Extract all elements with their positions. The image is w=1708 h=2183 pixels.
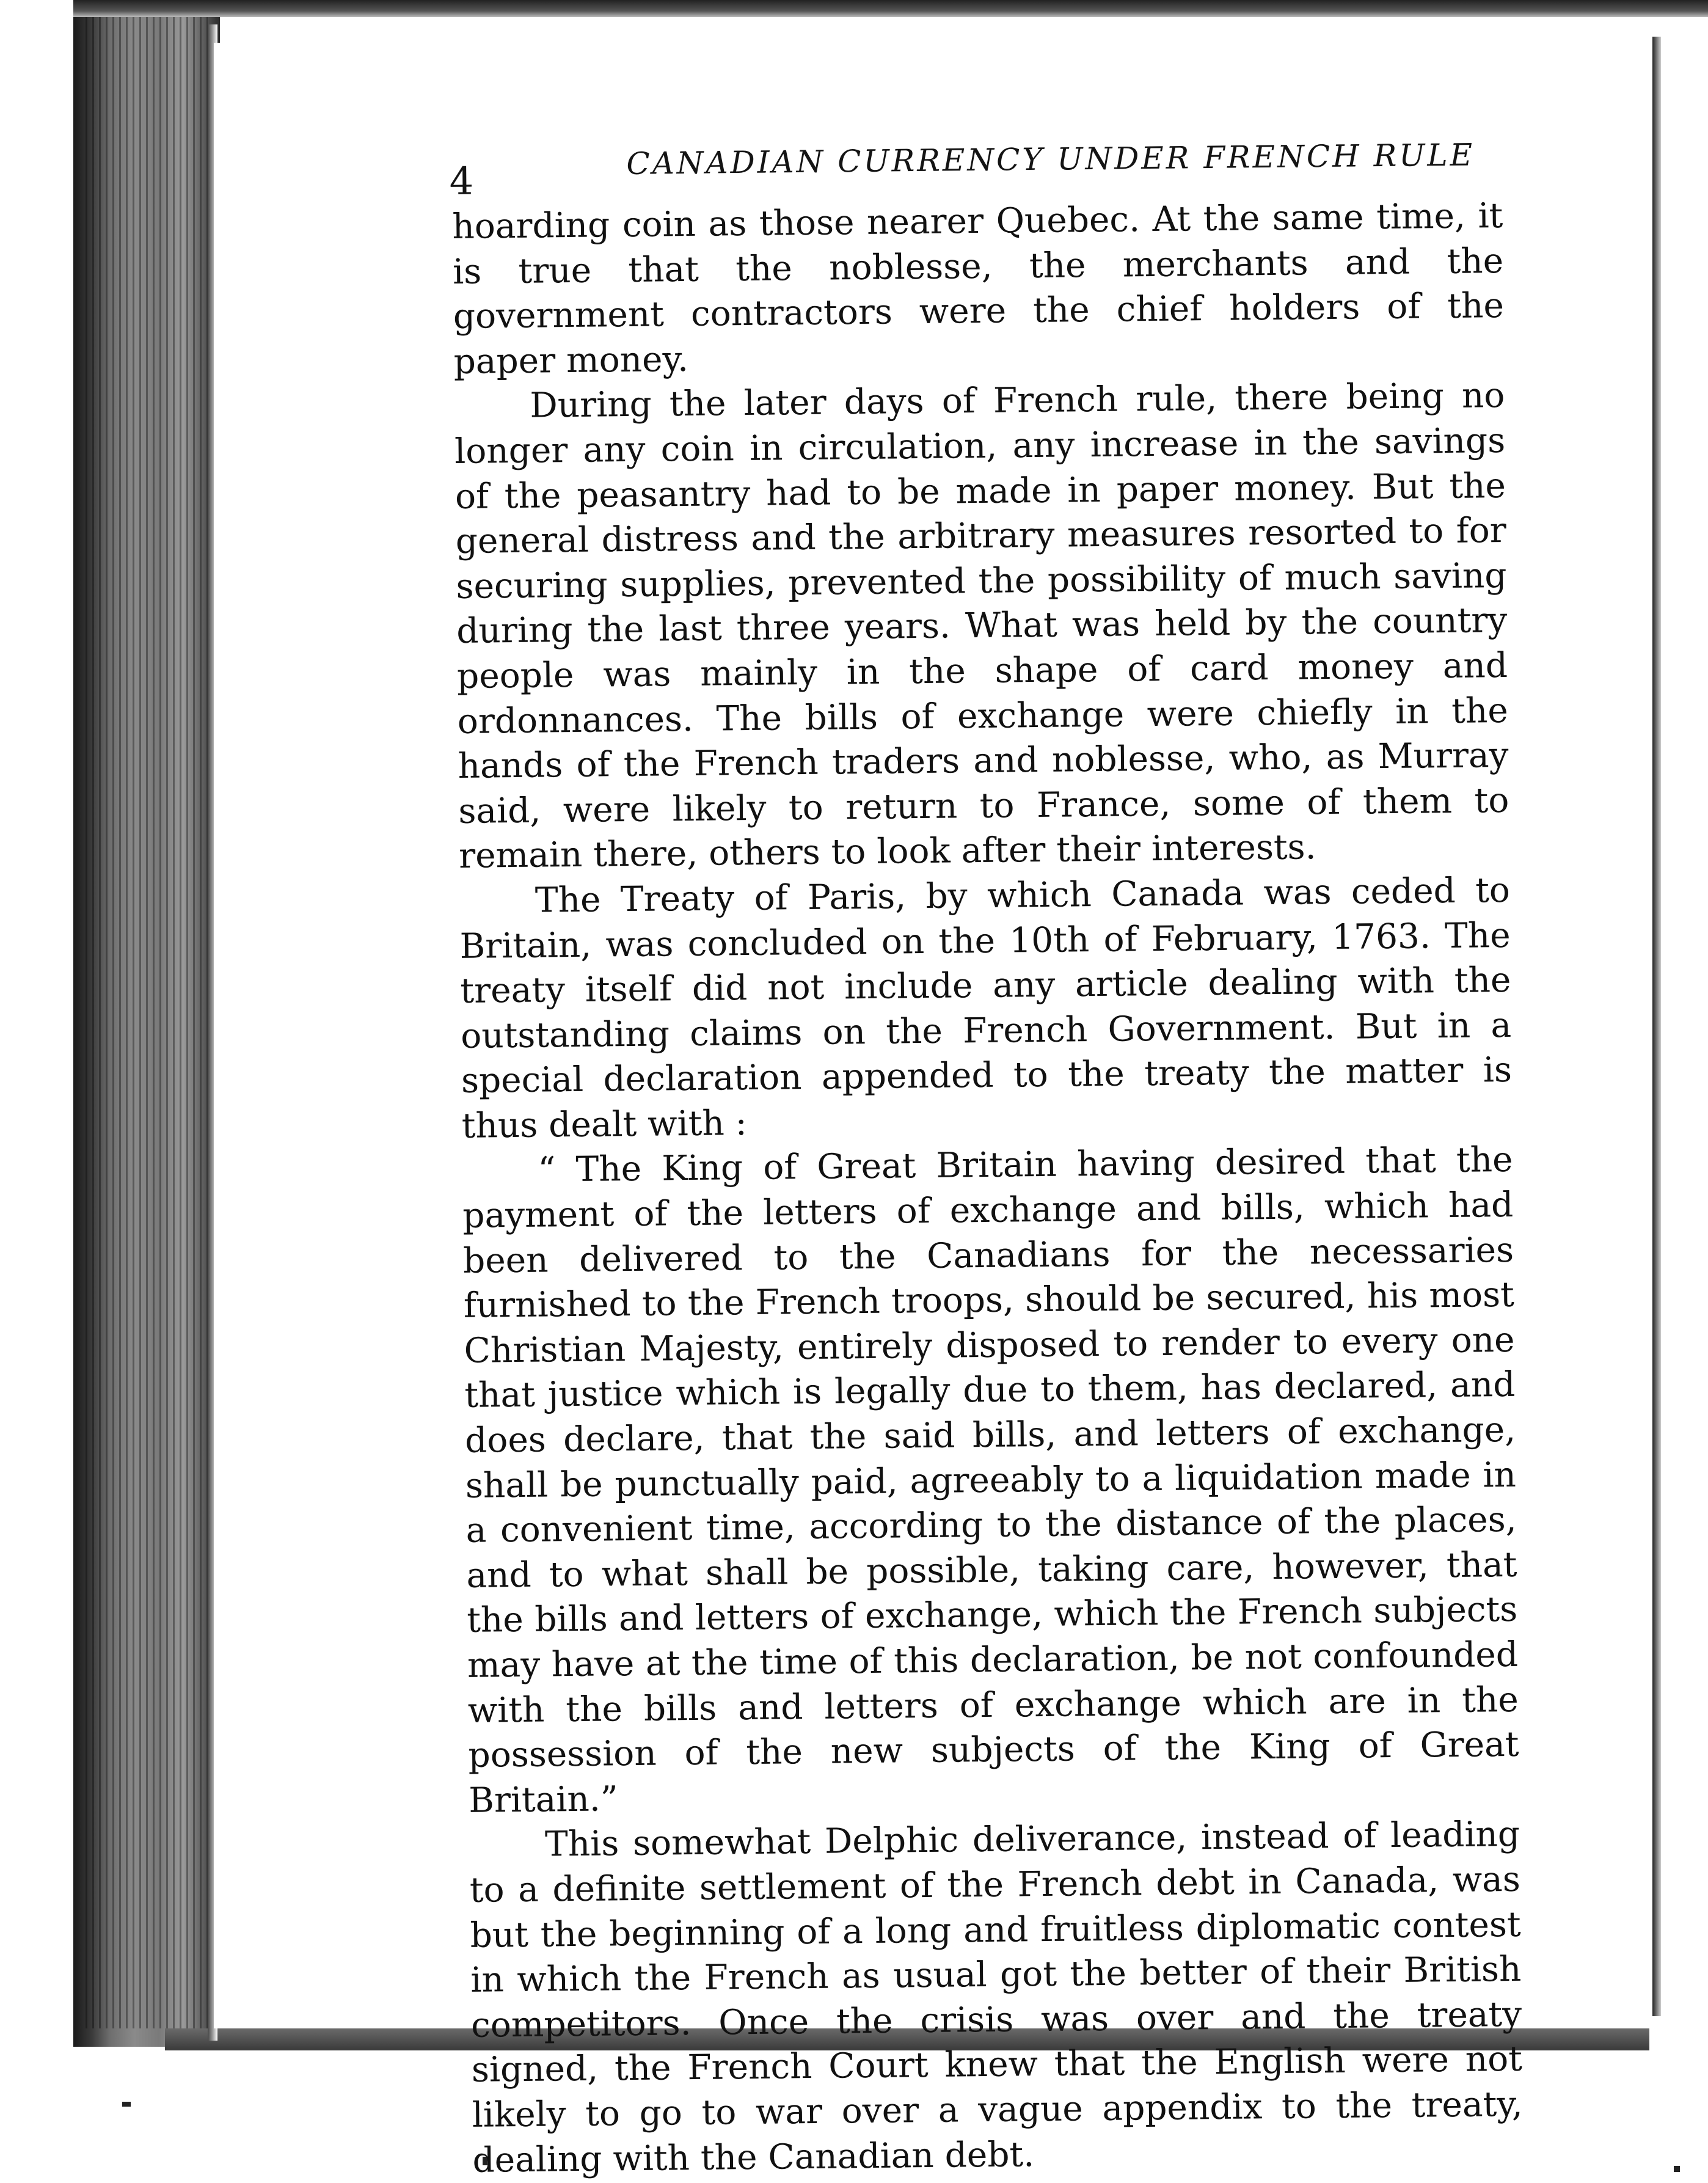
top-scan-edge (73, 0, 1708, 17)
body-text (452, 194, 1524, 2183)
paragraph: hoarding coin as those nearer Quebec. At the same time, it is true that the noblesse, the merchants and the government contractors were the chief holders of the paper money. (452, 196, 1505, 382)
page-stack-edges (86, 0, 208, 2028)
block-quote-paragraph: “ The King of Great Britain having desired that the payment of the letters of exchange and bills, which had been delivered to the Canadians for the necessaries furnished to the French troops, should be secured, his most Christian Majesty, entirely disposed to render to every one that justice which is legally due to them, has declared, and does declare, that the said bills, and letters of exchange, shall be punctually paid, agreeably to a liquidation made in a convenient time, according to the distance of the places, and to what shall be possible, taking care, however, that the bills and letters of exchange, which the French subjects may have at the time of this declaration, be not confounded with the bills and letters of exchange which are in the possession of the new subjects of the King of Great Britain.” (462, 1140, 1519, 1821)
paragraph: During the later days of French rule, there being no longer any coin in circulation, any increase in the savings of the peasantry had to be made in paper money. But the general distress and the arbitrary measures resorted to for securing supplies, prevented the possibility of much saving during the last three years. What was held by the country people was mainly in the shape of card money and ordonnances. The bills of exchange were chiefly in the hands of the French traders and noblesse, who, as Murray said, were likely to return to France, some of them to remain there, others to look after their interests. (454, 376, 1509, 877)
scan-speck (122, 2102, 131, 2107)
scan-speck (1674, 2166, 1680, 2172)
paragraph: The Treaty of Paris, by which Canada was ceded to Britain, was concluded on the 10th of February, 1763. The treaty itself did not include any article dealing with the outstanding claims on the French Government. But in a special declaration appended to the treaty the matter is thus dealt with : (459, 870, 1513, 1146)
running-head-title: CANADIAN CURRENCY UNDER FRENCH RULE (626, 137, 1475, 181)
paragraph: This somewhat Delphic deliverance, instead of leading to a definite settlement of the French debt in Canada, was but the beginning of a long and fruitless diplomatic contest in which the French as usual got the better of their British competitors. Once the crisis was over and the treaty signed, the French Court knew that the English were not likely to go to war over a vague appendix to the treaty, dealing with the Canadian debt. (469, 1815, 1523, 2181)
page-number: 4 (449, 158, 474, 203)
right-scan-edge (1652, 37, 1661, 2016)
